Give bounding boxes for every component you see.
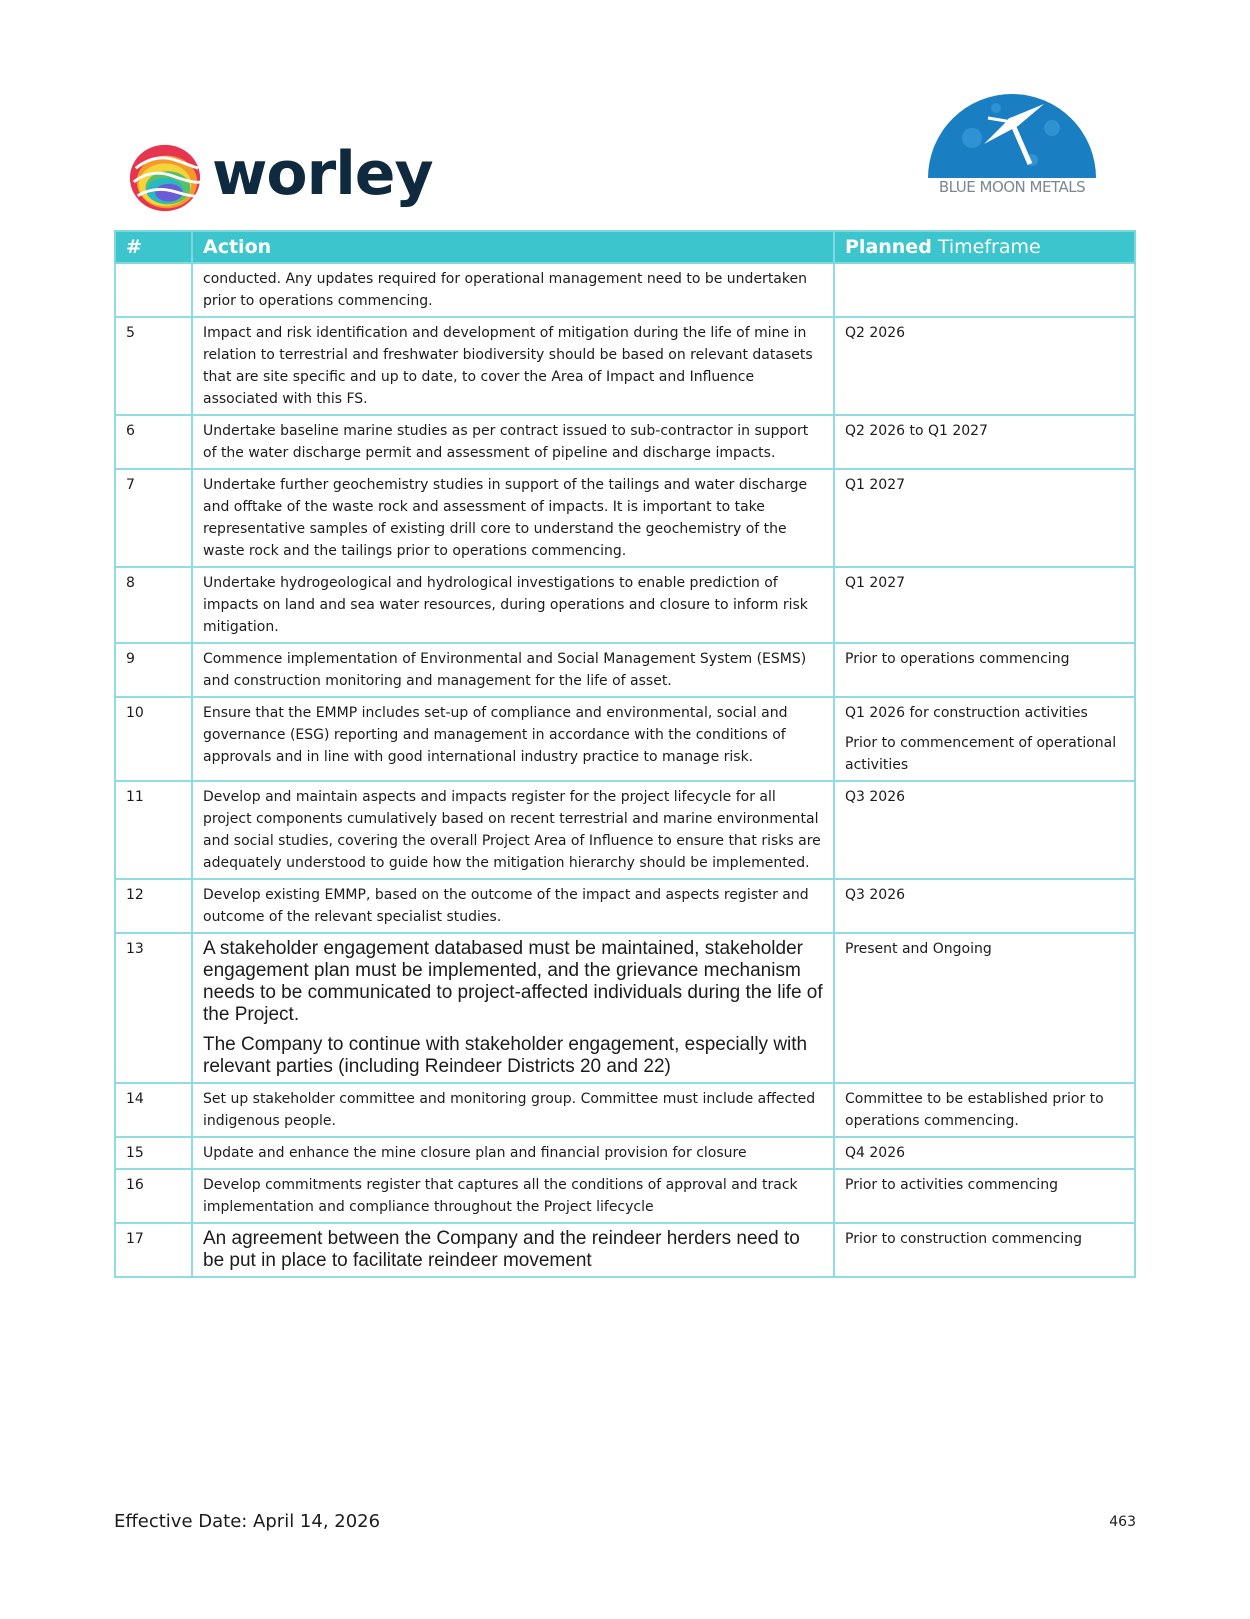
row-number-cell: 10 <box>115 697 192 781</box>
timeframe-cell <box>834 263 1135 317</box>
table-header-row <box>115 231 1135 263</box>
action-text: An agreement between the Company and the reindeer herders need to be put in place to facilitate reindeer movement <box>203 1228 800 1271</box>
row-number-cell: 14 <box>115 1083 192 1137</box>
table-row <box>115 415 1135 469</box>
timeframe-text: Q3 2026 <box>845 789 906 805</box>
timeframe-cell <box>834 469 1135 567</box>
action-cell <box>192 469 834 567</box>
table-row <box>115 879 1135 933</box>
action-text: Develop existing EMMP, based on the outcome of the impact and aspects register and outcome of the relevant specialist studies. <box>203 887 809 925</box>
moon-pickaxe-icon <box>912 78 1112 178</box>
action-cell <box>192 1083 834 1137</box>
timeframe-text: Prior to activities commencing <box>845 1177 1059 1193</box>
column-header-planned-timeframe <box>834 231 1135 263</box>
action-cell <box>192 567 834 643</box>
timeframe-text: Q1 2027 <box>845 575 906 591</box>
table-row <box>115 643 1135 697</box>
action-cell <box>192 781 834 879</box>
column-header-number: # <box>115 231 192 263</box>
timeframe-text: Prior to operations commencing <box>845 651 1070 667</box>
blue-moon-metals-wordmark: BLUE MOON METALS <box>938 178 1086 196</box>
action-text: Ensure that the EMMP includes set-up of compliance and environmental, social and governance (ESG) reporting and management in accordance with the conditions of approvals and in line with good international industry practice to manage risk. <box>203 705 788 765</box>
row-number-cell <box>115 263 192 317</box>
timeframe-cell <box>834 879 1135 933</box>
timeframe-text: Q4 2026 <box>845 1145 906 1161</box>
blue-moon-metals-logo <box>912 78 1112 203</box>
action-cell <box>192 1223 834 1277</box>
timeframe-cell <box>834 317 1135 415</box>
action-cell <box>192 1137 834 1169</box>
worley-wordmark: worley <box>212 139 433 209</box>
action-cell <box>192 415 834 469</box>
timeframe-cell <box>834 1223 1135 1277</box>
action-text: Develop and maintain aspects and impacts register for the project lifecycle for all project components cumulatively based on recent terrestrial and marine environmental and social studies, covering the overall Project Area of Influence to ensure that risks are adequately understood to guide how the mitigation hierarchy should be implemented. <box>203 789 821 871</box>
table-row <box>115 1137 1135 1169</box>
row-number-cell: 12 <box>115 879 192 933</box>
table-row <box>115 469 1135 567</box>
action-cell <box>192 643 834 697</box>
row-number-cell: 16 <box>115 1169 192 1223</box>
column-header-planned: Planned <box>845 236 932 258</box>
table-row <box>115 263 1135 317</box>
timeframe-cell <box>834 415 1135 469</box>
timeframe-text: Q1 2026 for construction activities <box>845 705 1088 721</box>
timeframe-text: Q2 2026 <box>845 325 906 341</box>
timeframe-text: Prior to commencement of operational activities <box>845 735 1117 773</box>
table-row <box>115 1223 1135 1277</box>
timeframe-text: Prior to construction commencing <box>845 1231 1083 1247</box>
action-text: The Company to continue with stakeholder engagement, especially with relevant parties (including Reindeer Districts 20 and 22) <box>203 1034 808 1077</box>
timeframe-cell <box>834 643 1135 697</box>
action-cell <box>192 317 834 415</box>
row-number-cell: 17 <box>115 1223 192 1277</box>
action-cell <box>192 933 834 1083</box>
action-cell <box>192 1169 834 1223</box>
column-header-timeframe: Timeframe <box>931 236 1041 258</box>
row-number-cell: 9 <box>115 643 192 697</box>
timeframe-cell <box>834 1137 1135 1169</box>
timeframe-text: Committee to be established prior to operations commencing. <box>845 1091 1104 1129</box>
table-row <box>115 697 1135 781</box>
table-row <box>115 567 1135 643</box>
action-text: Commence implementation of Environmental and Social Management System (ESMS) and construction monitoring and management for the life of asset. <box>203 651 807 689</box>
timeframe-cell <box>834 1083 1135 1137</box>
table-header <box>115 231 1135 263</box>
table-row <box>115 781 1135 879</box>
row-number-cell: 8 <box>115 567 192 643</box>
action-text: Undertake baseline marine studies as per contract issued to sub-contractor in support of the water discharge permit and assessment of pipeline and discharge impacts. <box>203 423 809 461</box>
action-text: Undertake hydrogeological and hydrological investigations to enable prediction of impacts on land and sea water resources, during operations and closure to inform risk mitigation. <box>203 575 808 635</box>
timeframe-cell <box>834 781 1135 879</box>
timeframe-text: Present and Ongoing <box>845 941 992 957</box>
table-row <box>115 933 1135 1083</box>
action-text: Update and enhance the mine closure plan and financial provision for closure <box>203 1145 747 1161</box>
timeframe-text: Q2 2026 to Q1 2027 <box>845 423 988 439</box>
table-body <box>115 263 1135 1277</box>
timeframe-cell <box>834 1169 1135 1223</box>
timeframe-text: Q1 2027 <box>845 477 906 493</box>
timeframe-cell <box>834 697 1135 781</box>
row-number-cell: 6 <box>115 415 192 469</box>
page-header <box>0 0 1250 230</box>
action-text: Set up stakeholder committee and monitoring group. Committee must include affected indigenous people. <box>203 1091 816 1129</box>
action-plan-table <box>114 230 1136 1278</box>
timeframe-cell <box>834 933 1135 1083</box>
worley-logo <box>126 138 456 218</box>
row-number-cell: 5 <box>115 317 192 415</box>
action-cell <box>192 263 834 317</box>
action-text: Develop commitments register that captures all the conditions of approval and track implementation and compliance throughout the Project lifecycle <box>203 1177 798 1215</box>
row-number-cell: 13 <box>115 933 192 1083</box>
action-cell <box>192 879 834 933</box>
table-row <box>115 317 1135 415</box>
column-header-action: Action <box>192 231 834 263</box>
action-cell <box>192 697 834 781</box>
action-text: conducted. Any updates required for operational management need to be undertaken prior to operations commencing. <box>203 271 807 309</box>
row-number-cell: 7 <box>115 469 192 567</box>
worley-swirl-icon <box>126 139 204 217</box>
page-number: 463 <box>1109 1514 1136 1530</box>
effective-date: Effective Date: April 14, 2026 <box>114 1511 381 1532</box>
action-plan-table-container <box>114 230 1134 1278</box>
action-text: A stakeholder engagement databased must be maintained, stakeholder engagement plan must be implemented, and the grievance mechanism needs to be communicated to project-affected individuals during the life of the Project. <box>203 938 823 1025</box>
row-number-cell: 15 <box>115 1137 192 1169</box>
table-row <box>115 1083 1135 1137</box>
timeframe-text: Q3 2026 <box>845 887 906 903</box>
row-number-cell: 11 <box>115 781 192 879</box>
action-text: Impact and risk identification and development of mitigation during the life of mine in relation to terrestrial and freshwater biodiversity should be based on relevant datasets that are site specific and up to date, to cover the Area of Impact and Influence associated with this FS. <box>203 325 813 407</box>
action-text: Undertake further geochemistry studies in support of the tailings and water discharge and offtake of the waste rock and assessment of impacts. It is important to take representative samples of existing drill core to understand the geochemistry of the waste rock and the tailings prior to operations commencing. <box>203 477 808 559</box>
timeframe-cell <box>834 567 1135 643</box>
table-row <box>115 1169 1135 1223</box>
